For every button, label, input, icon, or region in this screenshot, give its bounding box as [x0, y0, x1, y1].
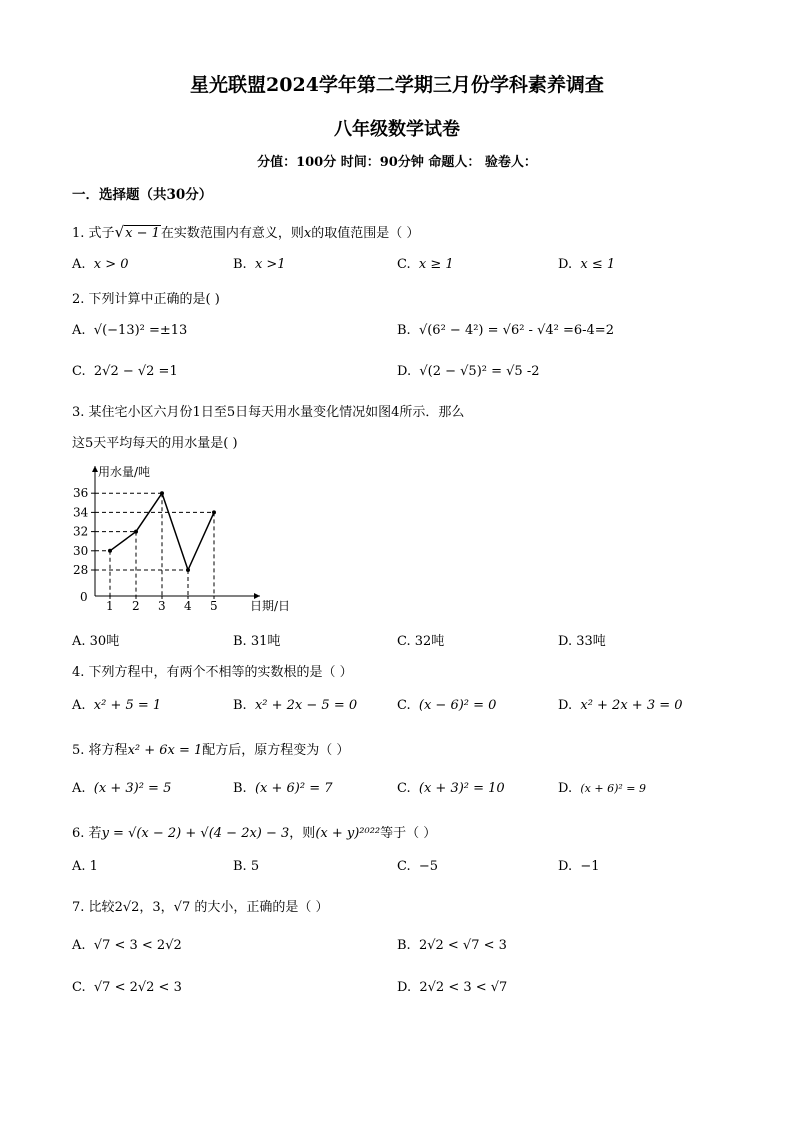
y-tick-label: 34 [73, 505, 89, 520]
question-4: 4. 下列方程中，有两个不相等的实数根的是（ ） [72, 665, 353, 680]
q5-option-a: A. (x + 3)² = 5 [72, 781, 172, 796]
y-tick-label: 36 [73, 486, 89, 501]
q6-option-c: C. −5 [397, 859, 439, 874]
sqrt-expression: √x − 1 [114, 223, 160, 241]
exam-meta: 分值：100分 时间：90分钟 命题人： 验卷人： [257, 155, 537, 170]
data-point [212, 510, 216, 514]
q1-option-d: D. x ≤ 1 [558, 257, 616, 272]
question-7: 7. 比较2√2，3，√7 的大小，正确的是（ ） [72, 900, 329, 915]
q2-option-c: C. 2√2 − √2 =1 [72, 364, 178, 379]
q7-option-d: D. 2√2 < 3 < √7 [397, 980, 508, 995]
question-2: 2. 下列计算中正确的是( ) [72, 292, 220, 307]
q2-option-d: D. √(2 − √5)² = √5 -2 [397, 364, 540, 379]
x-axis-label: 日期/日 [250, 599, 291, 613]
q4-option-b: B. x² + 2x − 5 = 0 [233, 698, 358, 713]
q1-option-a: A. x > 0 [72, 257, 129, 272]
q2-option-b: B. √(6² − 4²) = √6² - √4² =6-4=2 [397, 323, 614, 338]
q5-option-b: B. (x + 6)² = 7 [233, 781, 333, 796]
x-tick-label: 5 [210, 599, 218, 613]
q6-option-d: D. −1 [558, 859, 600, 874]
q4-option-a: A. x² + 5 = 1 [72, 698, 162, 713]
section-heading: 一．选择题（共30分） [72, 187, 213, 203]
q7-option-c: C. √7 < 2√2 < 3 [72, 980, 182, 995]
q6-option-b: B. 5 [233, 859, 260, 874]
q1-option-b: B. x >1 [233, 257, 286, 272]
data-point [108, 549, 112, 553]
q3-option-a: A. 30吨 [72, 634, 120, 649]
exam-title: 星光联盟2024学年第二学期三月份学科素养调查 [190, 74, 604, 96]
y-axis-label: 用水量/吨 [98, 465, 151, 479]
q5-option-d: D. (x + 6)² = 9 [558, 781, 646, 796]
q3-option-d: D. 33吨 [558, 634, 606, 649]
q7-option-a: A. √7 < 3 < 2√2 [72, 938, 182, 953]
y-tick-label: 30 [73, 543, 89, 558]
question-6: 6. 若y = √(x − 2) + √(4 − 2x) − 3，则(x + y)²⁰²²等于（ ） [72, 826, 437, 841]
q3-option-b: B. 31吨 [233, 634, 281, 649]
water-usage-chart [60, 458, 310, 618]
q5-option-c: C. (x + 3)² = 10 [397, 781, 505, 796]
q4-option-d: D. x² + 2x + 3 = 0 [558, 698, 683, 713]
question-1: 1. 式子√x − 1在实数范围内有意义，则x的取值范围是（ ） [72, 223, 420, 241]
y-tick-label: 32 [73, 524, 89, 539]
origin-label: 0 [80, 590, 88, 604]
q7-option-b: B. 2√2 < √7 < 3 [397, 938, 507, 953]
question-3-line2: 这5天平均每天的用水量是( ) [72, 436, 238, 451]
x-tick-label: 2 [132, 599, 140, 613]
q4-option-c: C. (x − 6)² = 0 [397, 698, 497, 713]
x-tick-label: 3 [158, 599, 166, 613]
question-3: 3. 某住宅小区六月份1日至5日每天用水量变化情况如图4所示．那么 [72, 405, 465, 420]
q3-option-c: C. 32吨 [397, 634, 445, 649]
q1-option-c: C. x ≥ 1 [397, 257, 454, 272]
q6-option-a: A. 1 [72, 859, 98, 874]
data-point [160, 491, 164, 495]
question-5: 5. 将方程x² + 6x = 1配方后，原方程变为（ ） [72, 743, 350, 758]
q2-option-a: A. √(−13)² =±13 [72, 323, 188, 338]
y-tick-label: 28 [73, 563, 89, 577]
exam-subtitle: 八年级数学试卷 [334, 119, 460, 140]
data-point [186, 568, 190, 572]
data-point [134, 530, 138, 534]
x-tick-label: 4 [184, 599, 192, 613]
x-tick-label: 1 [106, 599, 114, 613]
